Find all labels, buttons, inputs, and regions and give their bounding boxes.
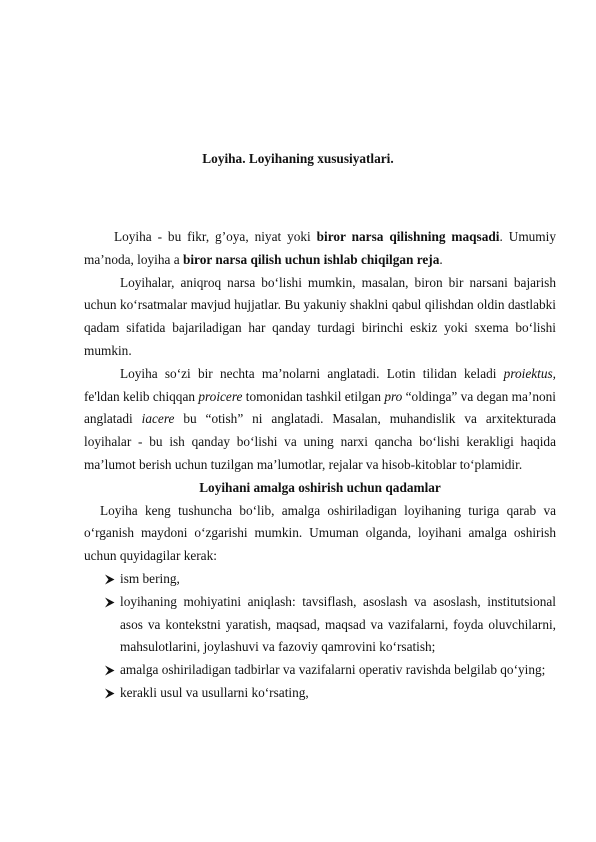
list-item-text: loyihaning mohiyatini aniqlash: tavsiflash, asoslash va asoslash, institutsional asos va kontekstni yaratish, maqsad, maqsad va vazifalarni, foyda oluvchilarni, mahsulotlarini, joylashuvi va fazoviy qamrovini ko‘rsatish; — [120, 593, 556, 655]
text-span: . Umumiy ma’noda, loyiha a — [84, 229, 556, 267]
bold-text: biror narsa qilish uchun ishlab chiqilgan reja — [182, 251, 440, 267]
document-body — [84, 226, 556, 705]
text-span: “oldinga” va degan ma’noni anglatadi — [84, 388, 556, 427]
list-item-text: ism bering, — [120, 570, 180, 586]
text-span: Loyiha - bu fikr, g’oya, niyat yoki — [114, 229, 317, 244]
text-span: fe'ldan kelib chiqqan — [84, 388, 199, 404]
paragraph-projects: Loyihalar, aniqroq narsa bo‘lishi mumkin, masalan, biron bir narsani bajarish uchun ko‘rsatmalar mavjud hujjatlar. Bu yakuniy shaklni qabul qilishdan oldin dastlabki qadam sifatida bajariladigan har qanday turdagi birinchi eskiz yoki sxema bo‘lishi mumkin. — [84, 274, 556, 358]
italic-text: pro — [384, 388, 403, 404]
paragraph-definition — [84, 226, 556, 272]
italic-text: proicere — [198, 388, 243, 404]
section-heading: Loyihani amalga oshirish uchun qadamlar — [199, 479, 441, 495]
steps-list — [84, 568, 556, 705]
bold-text: biror narsa qilishning maqsadi — [316, 229, 500, 244]
list-item — [84, 568, 556, 591]
italic-text: proiektus, — [503, 365, 556, 381]
list-item — [84, 659, 556, 682]
arrowhead-bullet-icon — [104, 682, 118, 705]
arrowhead-bullet-icon — [104, 568, 118, 591]
list-item-text: amalga oshiriladigan tadbirlar va vazifalarni operativ ravishda belgilab qo‘ying; — [120, 662, 546, 678]
text-span: . — [439, 251, 443, 267]
text-span: bu “otish” ni anglatadi. Masalan, muhandislik va arxitekturada loyihalar - bu ish qanday bo‘lishi va uning narxi qancha bo‘lishi kerakligi haqida ma’lumot berish uchun tuzilgan ma’lumotlar, rejalar va hisob-kitoblar to‘plamidir. — [84, 411, 556, 472]
text-span: tomonidan tashkil etilgan — [242, 388, 385, 404]
paragraph-steps-intro: Loyiha keng tushuncha bo‘lib, amalga oshiriladigan loyihaning turiga qarab va o‘rganish maydoni o‘zgarishi mumkin. Umuman olganda, loyihani amalga oshirish uchun quyidagilar kerak: — [84, 502, 556, 564]
page-title: Loyiha. Loyihaning xususiyatlari. — [202, 151, 394, 166]
italic-text: iacere — [141, 411, 175, 427]
arrowhead-bullet-icon — [104, 659, 118, 682]
paragraph-etymology — [84, 363, 556, 477]
text-span: Loyiha so‘zi bir nechta ma’nolarni anglatadi. Lotin tilidan keladi — [120, 365, 504, 381]
list-item — [84, 682, 556, 705]
list-item-text: kerakli usul va usullarni ko‘rsating, — [120, 684, 309, 700]
list-item — [84, 591, 556, 659]
arrowhead-bullet-icon — [104, 591, 118, 614]
